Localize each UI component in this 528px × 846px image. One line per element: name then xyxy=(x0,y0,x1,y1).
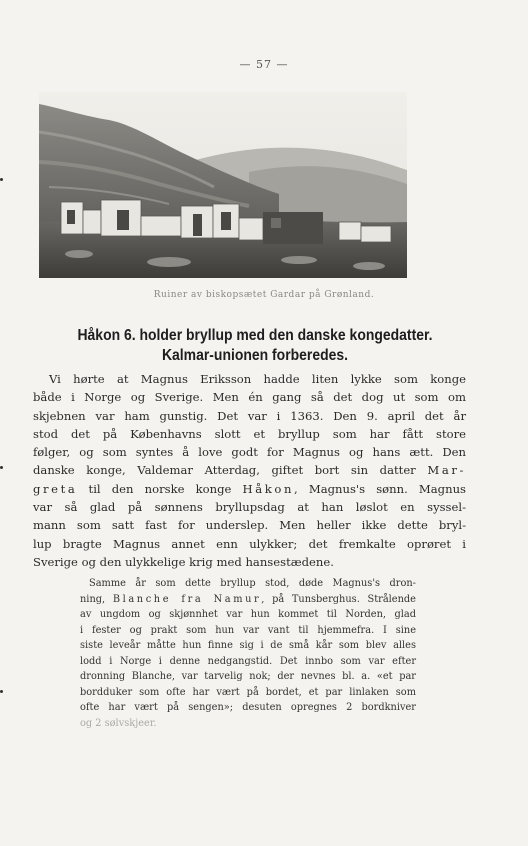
heading-line-2: Kalmar-unionen forberedes. xyxy=(161,347,349,364)
note-line: lodd i Norge i denne nedgangstid. Det innbo som var efter xyxy=(80,655,416,667)
ruins-photo-image xyxy=(39,92,407,278)
note-line: av ungdom og skjønnhet var hun kommet til Norden, glad xyxy=(80,609,416,620)
paragraph-line xyxy=(33,480,466,498)
edge-mark xyxy=(0,690,3,693)
paragraph-line: stod det på Københavns slott et bryllup som har fått store xyxy=(33,426,466,441)
name-blanche: Blanche fra Namur xyxy=(112,593,262,605)
text-fragment: til den norske konge xyxy=(88,481,243,496)
note-line xyxy=(80,592,416,608)
note-line: ofte har vært på sengen»; desuten opregnes 2 bordkniver xyxy=(80,702,416,713)
paragraph-line: Sverige og den ulykkelige krig med hansestædene. xyxy=(33,554,334,569)
paragraph-line: Vi hørte at Magnus Eriksson hadde liten lykke som konge xyxy=(49,372,466,386)
note-line: og 2 sølvskjeer. xyxy=(80,717,157,729)
edge-mark xyxy=(0,178,3,181)
chapter-heading xyxy=(53,326,458,366)
note-line: siste leveår måtte hun finne sig i de små kår som blev alles xyxy=(80,640,416,651)
photo-caption: Ruiner av biskopsætet Gardar på Grønland. xyxy=(153,290,375,300)
paragraph-line: både i Norge og Sverige. Men én gang så det dog ut som om xyxy=(33,390,466,405)
paragraph-line: følger, og som syntes å love godt for Magnus og hans ætt. Den xyxy=(33,445,466,460)
paragraph-line: skjebnen var ham gunstig. Det var i 1363. Den 9. april det år xyxy=(33,408,466,423)
main-paragraph xyxy=(33,370,466,571)
note-line: i fester og prakt som hun var vant til hjemmefra. I sine xyxy=(80,624,416,636)
paragraph-line: lup bragte Magnus annet enn ulykker; det fremkalte oprøret i xyxy=(33,536,466,551)
note-line: Samme år som dette bryllup stod, døde Magnus's dron- xyxy=(89,578,416,589)
ruins-photo xyxy=(39,92,407,278)
edge-mark xyxy=(0,466,3,469)
text-fragment: ning, xyxy=(80,593,113,605)
page-number: — 57 — xyxy=(239,58,289,71)
paragraph-line: var så glad på sønnens bryllupsdag at han løslot en syssel- xyxy=(33,500,466,515)
text-fragment: , Magnus's sønn. Magnus xyxy=(294,481,466,496)
paragraph-line: mann som satt fast for underslep. Men heller ikke dette bryl- xyxy=(33,518,466,533)
name-haakon: Håkon xyxy=(242,481,295,496)
note-line: dronning Blanche, var tarvelig nok; der nevnes bl. a. «et par xyxy=(80,671,416,682)
text-fragment: , på Tunsberghus. Strålende xyxy=(261,593,416,605)
text-fragment: danske konge, Valdemar Atterdag, giftet bort sin datter xyxy=(33,463,428,478)
name-margreta-part1: Mar- xyxy=(427,463,466,478)
paragraph-line xyxy=(33,461,466,479)
small-print-note xyxy=(80,576,416,731)
heading-line-1: Håkon 6. holder bryllup med den danske kongedatter. xyxy=(77,327,433,344)
note-line: bordduker som ofte har vært på bordet, et par linlaken som xyxy=(80,686,416,698)
name-margreta-part2: greta xyxy=(33,481,78,496)
